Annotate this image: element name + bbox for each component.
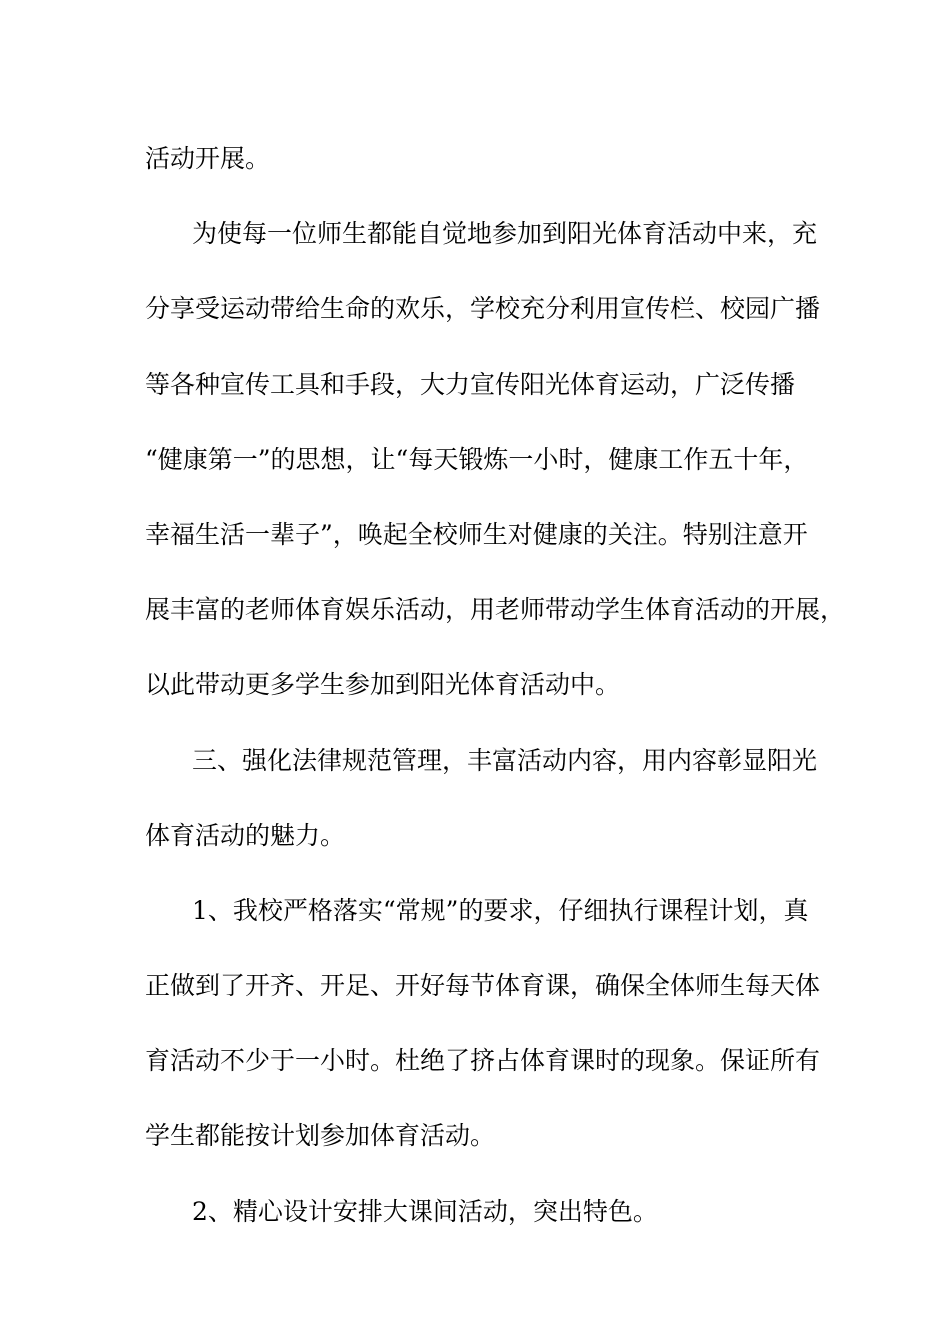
text-line: “健康第一”的思想，让“每天锻炼一小时，健康工作五十年， <box>145 444 809 474</box>
document-body-text <box>145 121 846 1249</box>
text-line: 学生都能按计划参加体育活动。 <box>145 1121 496 1151</box>
text-line: 以此带动更多学生参加到阳光体育活动中。 <box>145 670 621 700</box>
text-line: 活动开展。 <box>145 144 271 173</box>
text-line: 三、强化法律规范管理，丰富活动内容，用内容彰显阳光 <box>192 745 818 775</box>
text-line: 为使每一位师生都能自觉地参加到阳光体育活动中来，充 <box>192 219 818 249</box>
text-line: 育活动不少于一小时。杜绝了挤占体育课时的现象。保证所有 <box>145 1046 821 1076</box>
text-line: 2、精心设计安排大课间活动，突出特色。 <box>192 1196 658 1226</box>
text-line: 等各种宣传工具和手段，大力宣传阳光体育运动，广泛传播 <box>145 369 796 399</box>
text-line: 正做到了开齐、开足、开好每节体育课，确保全体师生每天体 <box>145 971 821 1001</box>
text-line: 幸福生活一辈子”，唤起全校师生对健康的关注。特别注意开 <box>145 519 808 549</box>
text-line: 1、我校严格落实“常规”的要求，仔细执行课程计划，真 <box>192 895 809 925</box>
text-line: 展丰富的老师体育娱乐活动，用老师带动学生体育活动的开展， <box>145 595 846 625</box>
text-line: 分享受运动带给生命的欢乐，学校充分利用宣传栏、校园广播 <box>145 294 821 324</box>
text-line: 体育活动的魅力。 <box>145 820 346 850</box>
